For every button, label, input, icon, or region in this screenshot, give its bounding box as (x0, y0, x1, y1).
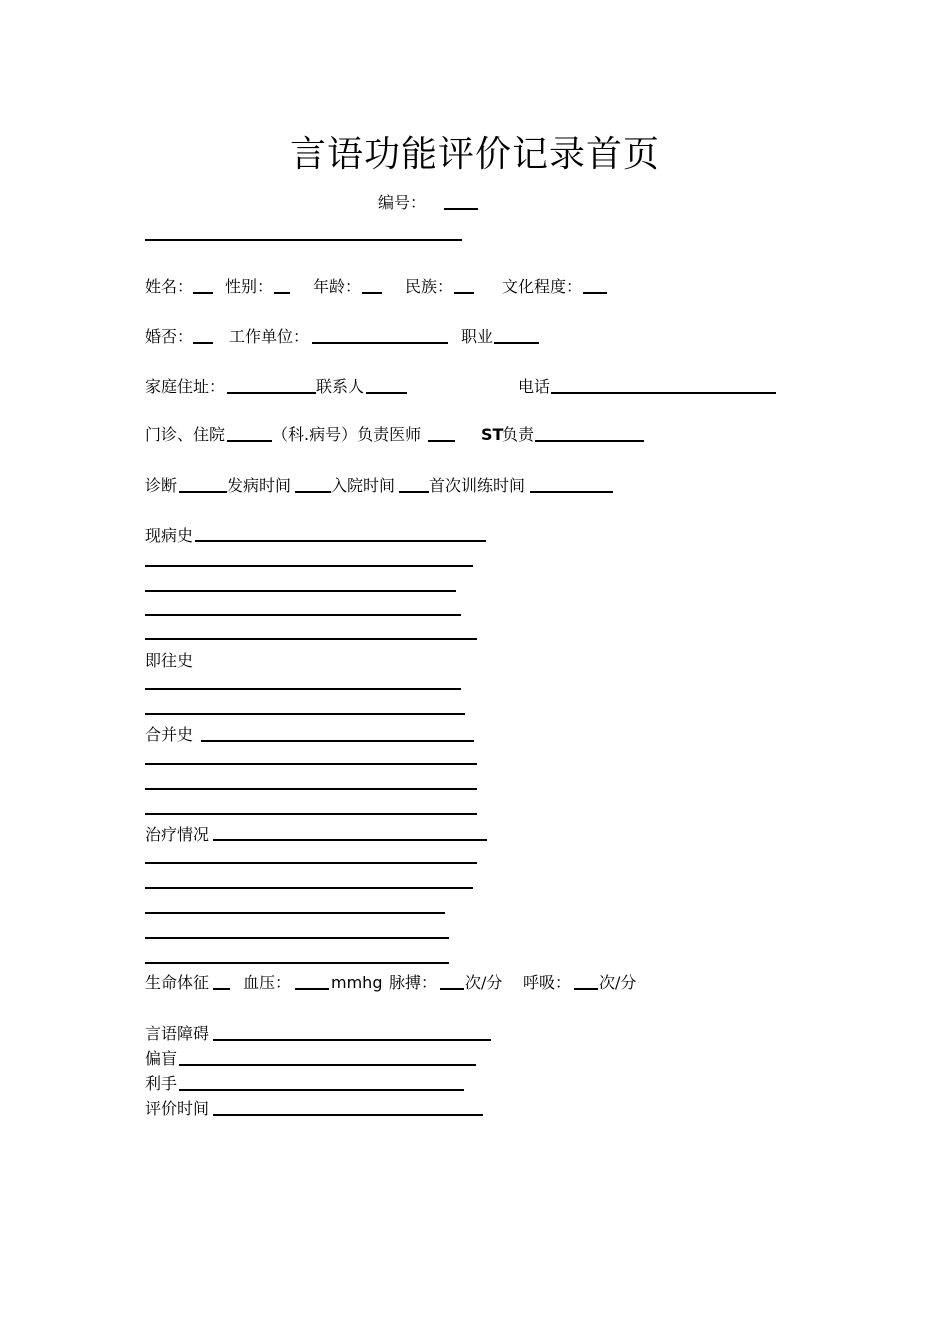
pulse-label: 脉搏： (389, 973, 438, 992)
first-training-field[interactable] (530, 491, 613, 493)
resp-unit: 次/分 (599, 973, 637, 992)
present-history-label: 现病史 (145, 526, 194, 545)
comorbidity-line[interactable] (145, 763, 477, 765)
name-label: 姓名： (145, 277, 194, 296)
marital-label: 婚否： (145, 327, 194, 346)
pulse-unit: 次/分 (465, 973, 503, 992)
hemianopia-field[interactable] (179, 1064, 476, 1066)
present-history-line[interactable] (145, 614, 461, 616)
past-history-label: 即往史 (145, 651, 194, 670)
handedness-field[interactable] (179, 1089, 464, 1091)
onset-field[interactable] (295, 491, 331, 493)
ethnicity-field[interactable] (454, 292, 474, 294)
page-title: 言语功能评价记录首页 (289, 134, 660, 175)
age-field[interactable] (362, 292, 382, 294)
contact-label: 联系人 (316, 377, 365, 396)
treatment-line[interactable] (145, 962, 449, 964)
workplace-label: 工作单位： (229, 327, 310, 346)
diagnosis-field[interactable] (179, 491, 227, 493)
onset-label: 发病时间 (227, 476, 292, 495)
number-label: 编号： (378, 193, 427, 212)
age-label: 年龄： (313, 277, 362, 296)
st-responsible-label: 负责 (502, 425, 535, 444)
vitals-field[interactable] (213, 988, 230, 990)
marital-field[interactable] (193, 342, 213, 344)
treatment-line[interactable] (145, 937, 449, 939)
phone-field[interactable] (551, 392, 776, 394)
pulse-field[interactable] (440, 988, 464, 990)
gender-field[interactable] (274, 292, 290, 294)
resp-field[interactable] (574, 988, 598, 990)
comorbidity-line[interactable] (145, 813, 477, 815)
gender-label: 性别： (225, 277, 274, 296)
present-history-line[interactable] (195, 540, 486, 542)
past-history-line[interactable] (145, 688, 461, 690)
resp-label: 呼吸： (523, 973, 572, 992)
bp-label: 血压： (243, 973, 292, 992)
treatment-label: 治疗情况 (145, 825, 210, 844)
phone-label: 电话 (518, 377, 551, 396)
speech-disorder-label: 言语障碍 (145, 1024, 210, 1043)
first-training-label: 首次训练时间 (429, 476, 526, 495)
admission-label: 入院时间 (331, 476, 396, 495)
occupation-label: 职业 (461, 327, 494, 346)
comorbidity-line[interactable] (201, 740, 474, 742)
bp-unit: mmhg (331, 973, 383, 992)
treatment-line[interactable] (145, 912, 445, 914)
bp-field[interactable] (295, 988, 329, 990)
treatment-line[interactable] (213, 839, 487, 841)
workplace-field[interactable] (312, 342, 448, 344)
name-field[interactable] (193, 292, 213, 294)
address-label: 家庭住址： (145, 377, 226, 396)
st-responsible-field[interactable] (535, 440, 644, 442)
eval-time-label: 评价时间 (145, 1099, 210, 1118)
vitals-label: 生命体征 (145, 973, 210, 992)
number-field[interactable] (444, 208, 478, 210)
present-history-line[interactable] (145, 565, 473, 567)
treatment-line[interactable] (145, 887, 473, 889)
comorbidity-label: 合并史 (145, 725, 194, 744)
education-field[interactable] (583, 292, 607, 294)
diagnosis-label: 诊断 (145, 476, 178, 495)
header-divider (145, 239, 462, 241)
doctor-field[interactable] (428, 440, 455, 442)
address-field[interactable] (227, 392, 316, 394)
outpatient-label: 门诊、住院 (145, 425, 226, 444)
handedness-label: 利手 (145, 1074, 178, 1093)
comorbidity-line[interactable] (145, 788, 477, 790)
doctor-label: （科.病号）负责医师 (272, 425, 422, 444)
hemianopia-label: 偏盲 (145, 1049, 178, 1068)
ethnicity-label: 民族： (405, 277, 454, 296)
outpatient-field[interactable] (227, 440, 272, 442)
present-history-line[interactable] (145, 590, 456, 592)
speech-disorder-field[interactable] (213, 1039, 491, 1041)
contact-field[interactable] (366, 392, 407, 394)
education-label: 文化程度： (502, 277, 583, 296)
eval-time-field[interactable] (213, 1114, 483, 1116)
treatment-line[interactable] (145, 862, 477, 864)
occupation-field[interactable] (494, 342, 539, 344)
present-history-line[interactable] (145, 638, 477, 640)
admission-field[interactable] (399, 491, 429, 493)
st-label: ST (481, 425, 504, 444)
past-history-line[interactable] (145, 713, 465, 715)
